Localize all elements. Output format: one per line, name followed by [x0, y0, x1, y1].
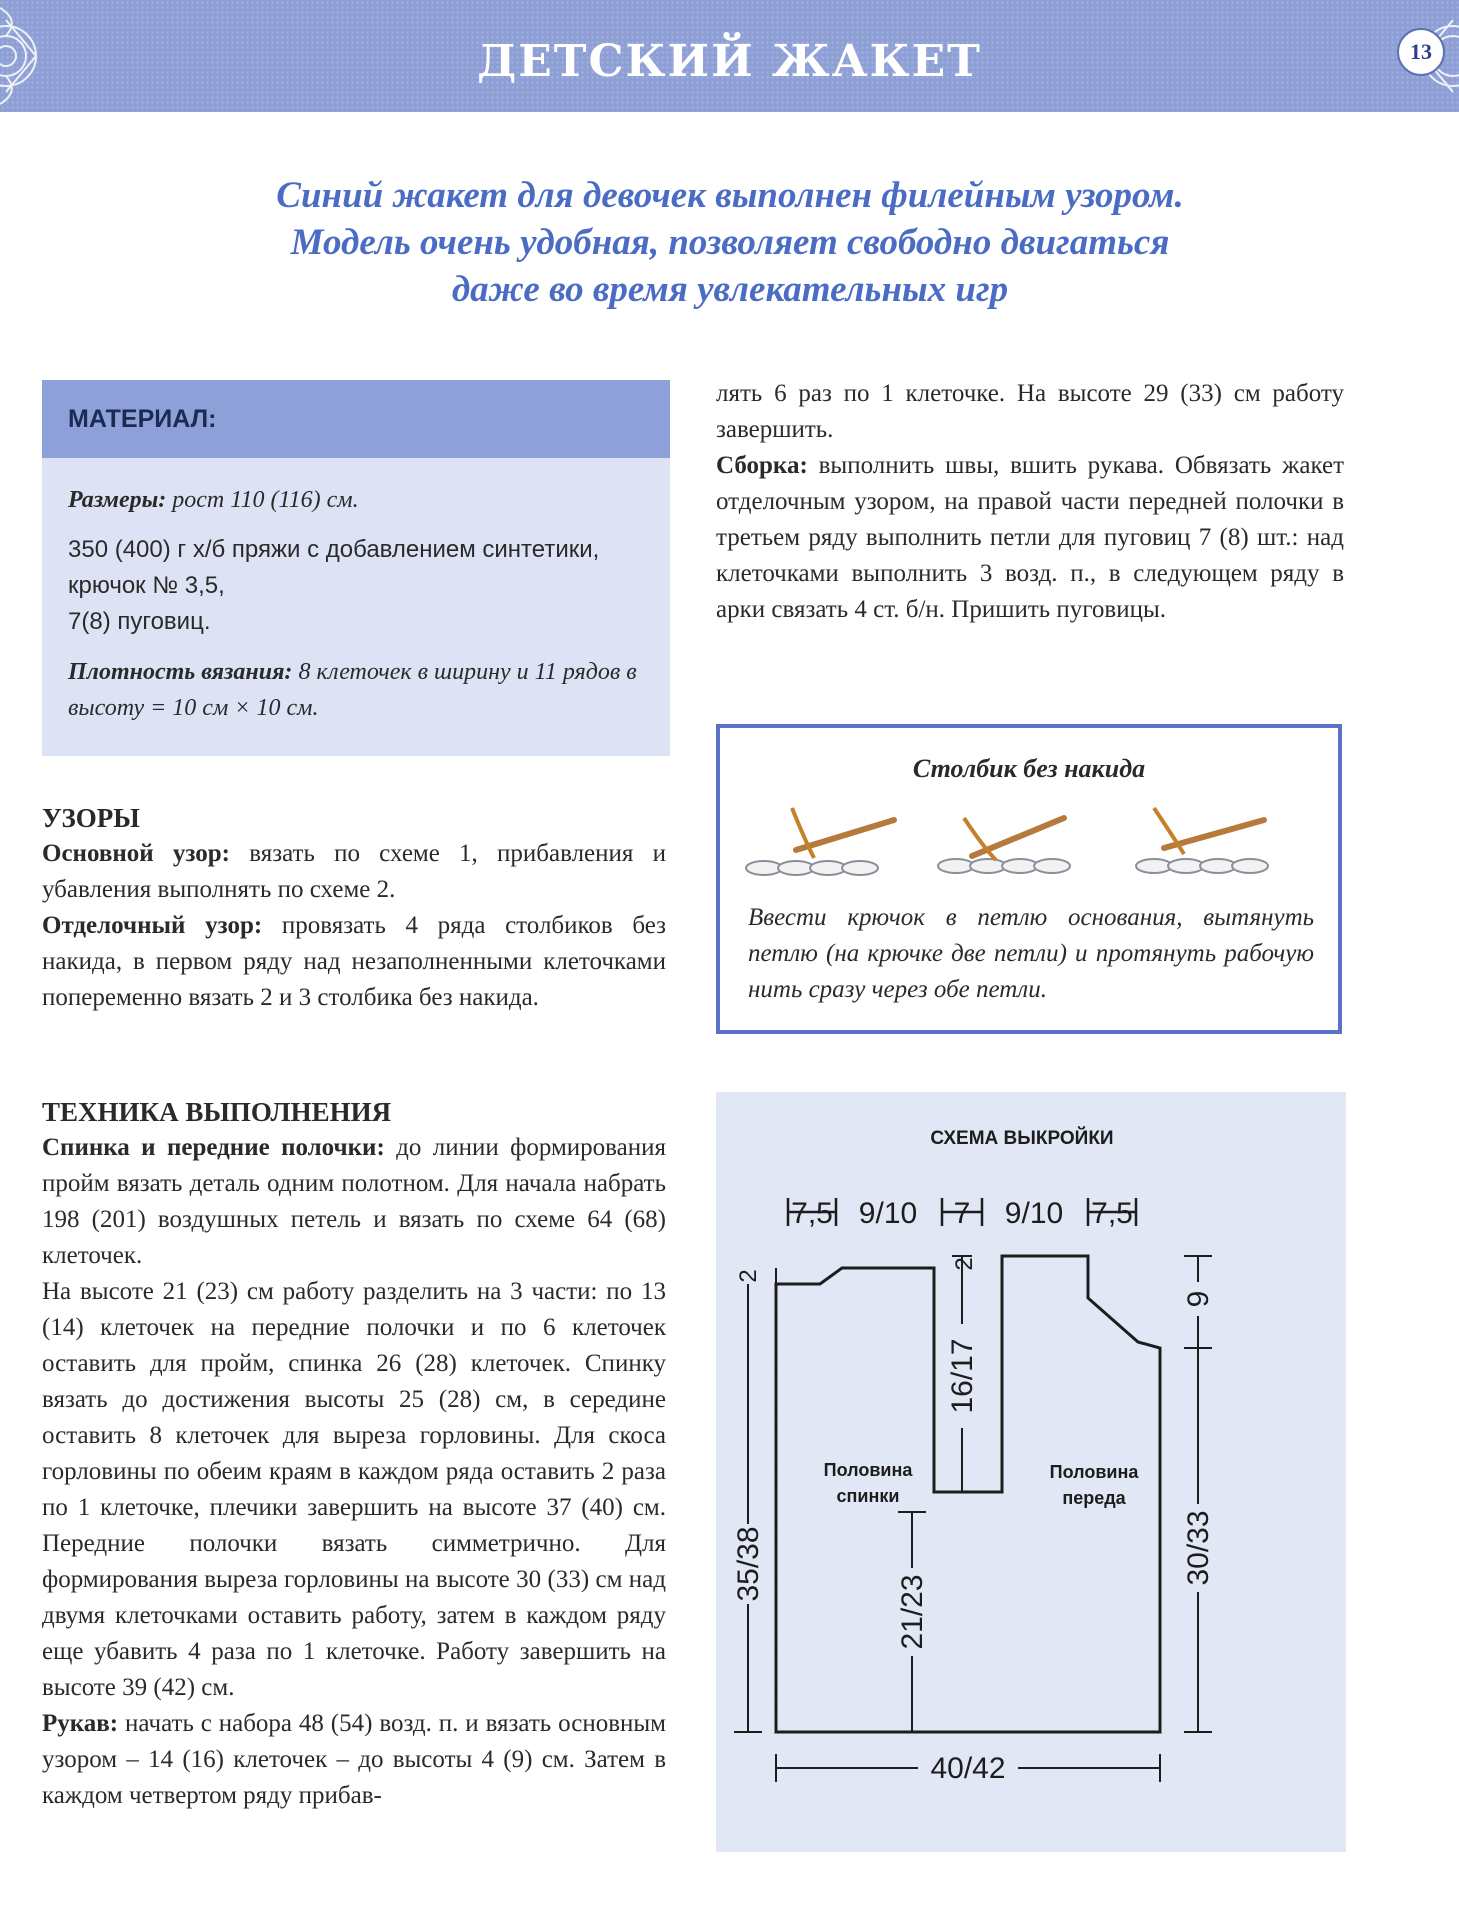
density-line: [68, 654, 644, 726]
density-label: Плотность вязания:: [68, 659, 293, 685]
density-value: 8 клеточек в ширину и 11 рядов в высоту = 10 см × 10 см.: [68, 659, 637, 721]
patterns-heading: УЗОРЫ: [42, 803, 140, 833]
dim-top-3: 7: [953, 1197, 971, 1230]
lead-line: Модель очень удобная, позволяет свободно двигаться: [290, 222, 1170, 263]
main-pattern-body: вязать по схеме 1, прибавления и убавления выполнять по схеме 2.: [42, 840, 667, 903]
dim-bottom: 40/42: [930, 1752, 1006, 1785]
page-title: ДЕТСКИЙ ЖАКЕТ: [477, 36, 982, 87]
lead-paragraph: [140, 172, 1320, 313]
supplies-list: [68, 532, 644, 640]
sizes-value: рост 110 (116) см.: [166, 487, 359, 513]
stitch-title: Столбик без накида: [912, 754, 1146, 783]
sleeve-continuation: лять 6 раз по 1 клеточке. На высоте 29 (33) см работу завершить.: [716, 380, 1344, 443]
back-front-text: [42, 1130, 666, 1274]
patterns-section: [42, 800, 666, 1016]
dim-top-2: 9/10: [858, 1197, 918, 1230]
dim-mid-top: 2: [951, 1257, 978, 1271]
dim-top-1: 7,5: [791, 1197, 833, 1230]
pattern-diagram: [716, 1092, 1346, 1852]
dim-top-5: 7,5: [1091, 1197, 1133, 1230]
sizes-line: [68, 482, 644, 518]
dim-mid-low: 21/23: [896, 1574, 929, 1650]
page-number-badge: 13: [1397, 28, 1445, 76]
sleeve-label: Рукав:: [42, 1710, 119, 1737]
back-half-label: Половина: [823, 1460, 913, 1480]
back-front-label: Спинка и передние полочки:: [42, 1134, 385, 1161]
right-column-text: [716, 376, 1344, 628]
front-half-label: Половина: [1049, 1462, 1139, 1482]
main-pattern-label: Основной узор:: [42, 840, 230, 867]
lead-line: даже во время увлекательных игр: [451, 269, 1009, 310]
dim-right-top: 9: [1182, 1290, 1215, 1308]
sleeve-body: начать с набора 48 (54) возд. п. и вязать основным узором – 14 (16) клеточек – до высоты 4 (9) см. Затем в каждом четвертом ряду прибав-: [42, 1710, 666, 1809]
main-pattern-text: [42, 836, 666, 908]
sleeve-text: [42, 1706, 666, 1814]
finish-pattern-label: Отделочный узор:: [42, 912, 263, 939]
dim-left-top: 2: [735, 1269, 762, 1283]
assembly-label: Сборка:: [716, 452, 808, 479]
technique-section: [42, 1094, 666, 1814]
back-half-label: спинки: [836, 1486, 900, 1506]
lead-line: Синий жакет для девочек выполнен филейным узором.: [276, 175, 1184, 216]
assembly-text: [716, 448, 1344, 628]
assembly-body: выполнить швы, вшить рукава. Обвязать жакет отделочным узором, на правой части передней полочки в третьем ряду выполнить петли для пуговиц 7 (8) шт.: над клеточками выполнить 3 возд. п., в следующем ряду в арки связать 4 ст. б/н. Пришить пуговицы.: [716, 452, 1344, 623]
material-box: [42, 380, 670, 756]
supply-item: крючок № 3,5,: [68, 572, 225, 599]
sizes-label: Размеры:: [68, 487, 167, 513]
dim-top-4: 9/10: [1004, 1197, 1064, 1230]
back-front-body: до линии формирования пройм вязать деталь одним полотном. Для начала набрать 198 (201) воздушных петель и вязать по схеме 64 (68) клеточек.: [42, 1134, 667, 1269]
finish-pattern-text: [42, 908, 666, 1016]
dim-right: 30/33: [1182, 1510, 1215, 1586]
dim-left: 35/38: [732, 1526, 765, 1602]
material-heading: МАТЕРИАЛ:: [42, 380, 670, 458]
stitch-description: Ввести крючок в петлю основания, вытянуть петлю (на крючке две петли) и протянуть рабочую нить сразу через обе петли.: [748, 904, 1314, 1003]
finish-pattern-body: провязать 4 ряда столбиков без накида, в первом ряду над незаполненными клеточками попеременно вязать 2 и 3 столбика без накида.: [42, 912, 666, 1011]
pattern-scheme: [716, 1092, 1346, 1852]
supply-item: 350 (400) г х/б пряжи с добавлением синтетики,: [68, 536, 600, 563]
dim-mid: 16/17: [946, 1338, 979, 1414]
technique-paragraph: На высоте 21 (23) см работу разделить на 3 части: по 13 (14) клеточек на передние полочки и по 6 клеточек оставить для пройм, спинка 26 (28) клеточек. Спинку вязать до достижения высоты 25 (28) см, в середине оставить 8 клеточек для выреза горловины. Для скоса горловины по обеим краям в каждом ряда оставить 2 раза по 1 клеточке, плечики завершить на высоте 37 (40) см. Передние полочки вязать симметрично. Для формирования выреза горловины на высоте 30 (33) см над двумя клеточками оставить работу, затем в каждом ряду еще убавить 4 раза по 1 клеточке. Работу завершить на высоте 39 (42) см.: [42, 1278, 666, 1701]
scheme-title: СХЕМА ВЫКРОЙКИ: [930, 1128, 1114, 1149]
crochet-hook-illustration: [734, 798, 1334, 898]
supply-item: 7(8) пуговиц.: [68, 608, 211, 635]
technique-heading: ТЕХНИКА ВЫПОЛНЕНИЯ: [42, 1097, 392, 1127]
stitch-info-box: [716, 724, 1342, 1034]
front-half-label: переда: [1062, 1488, 1126, 1508]
page-header: [0, 0, 1459, 112]
